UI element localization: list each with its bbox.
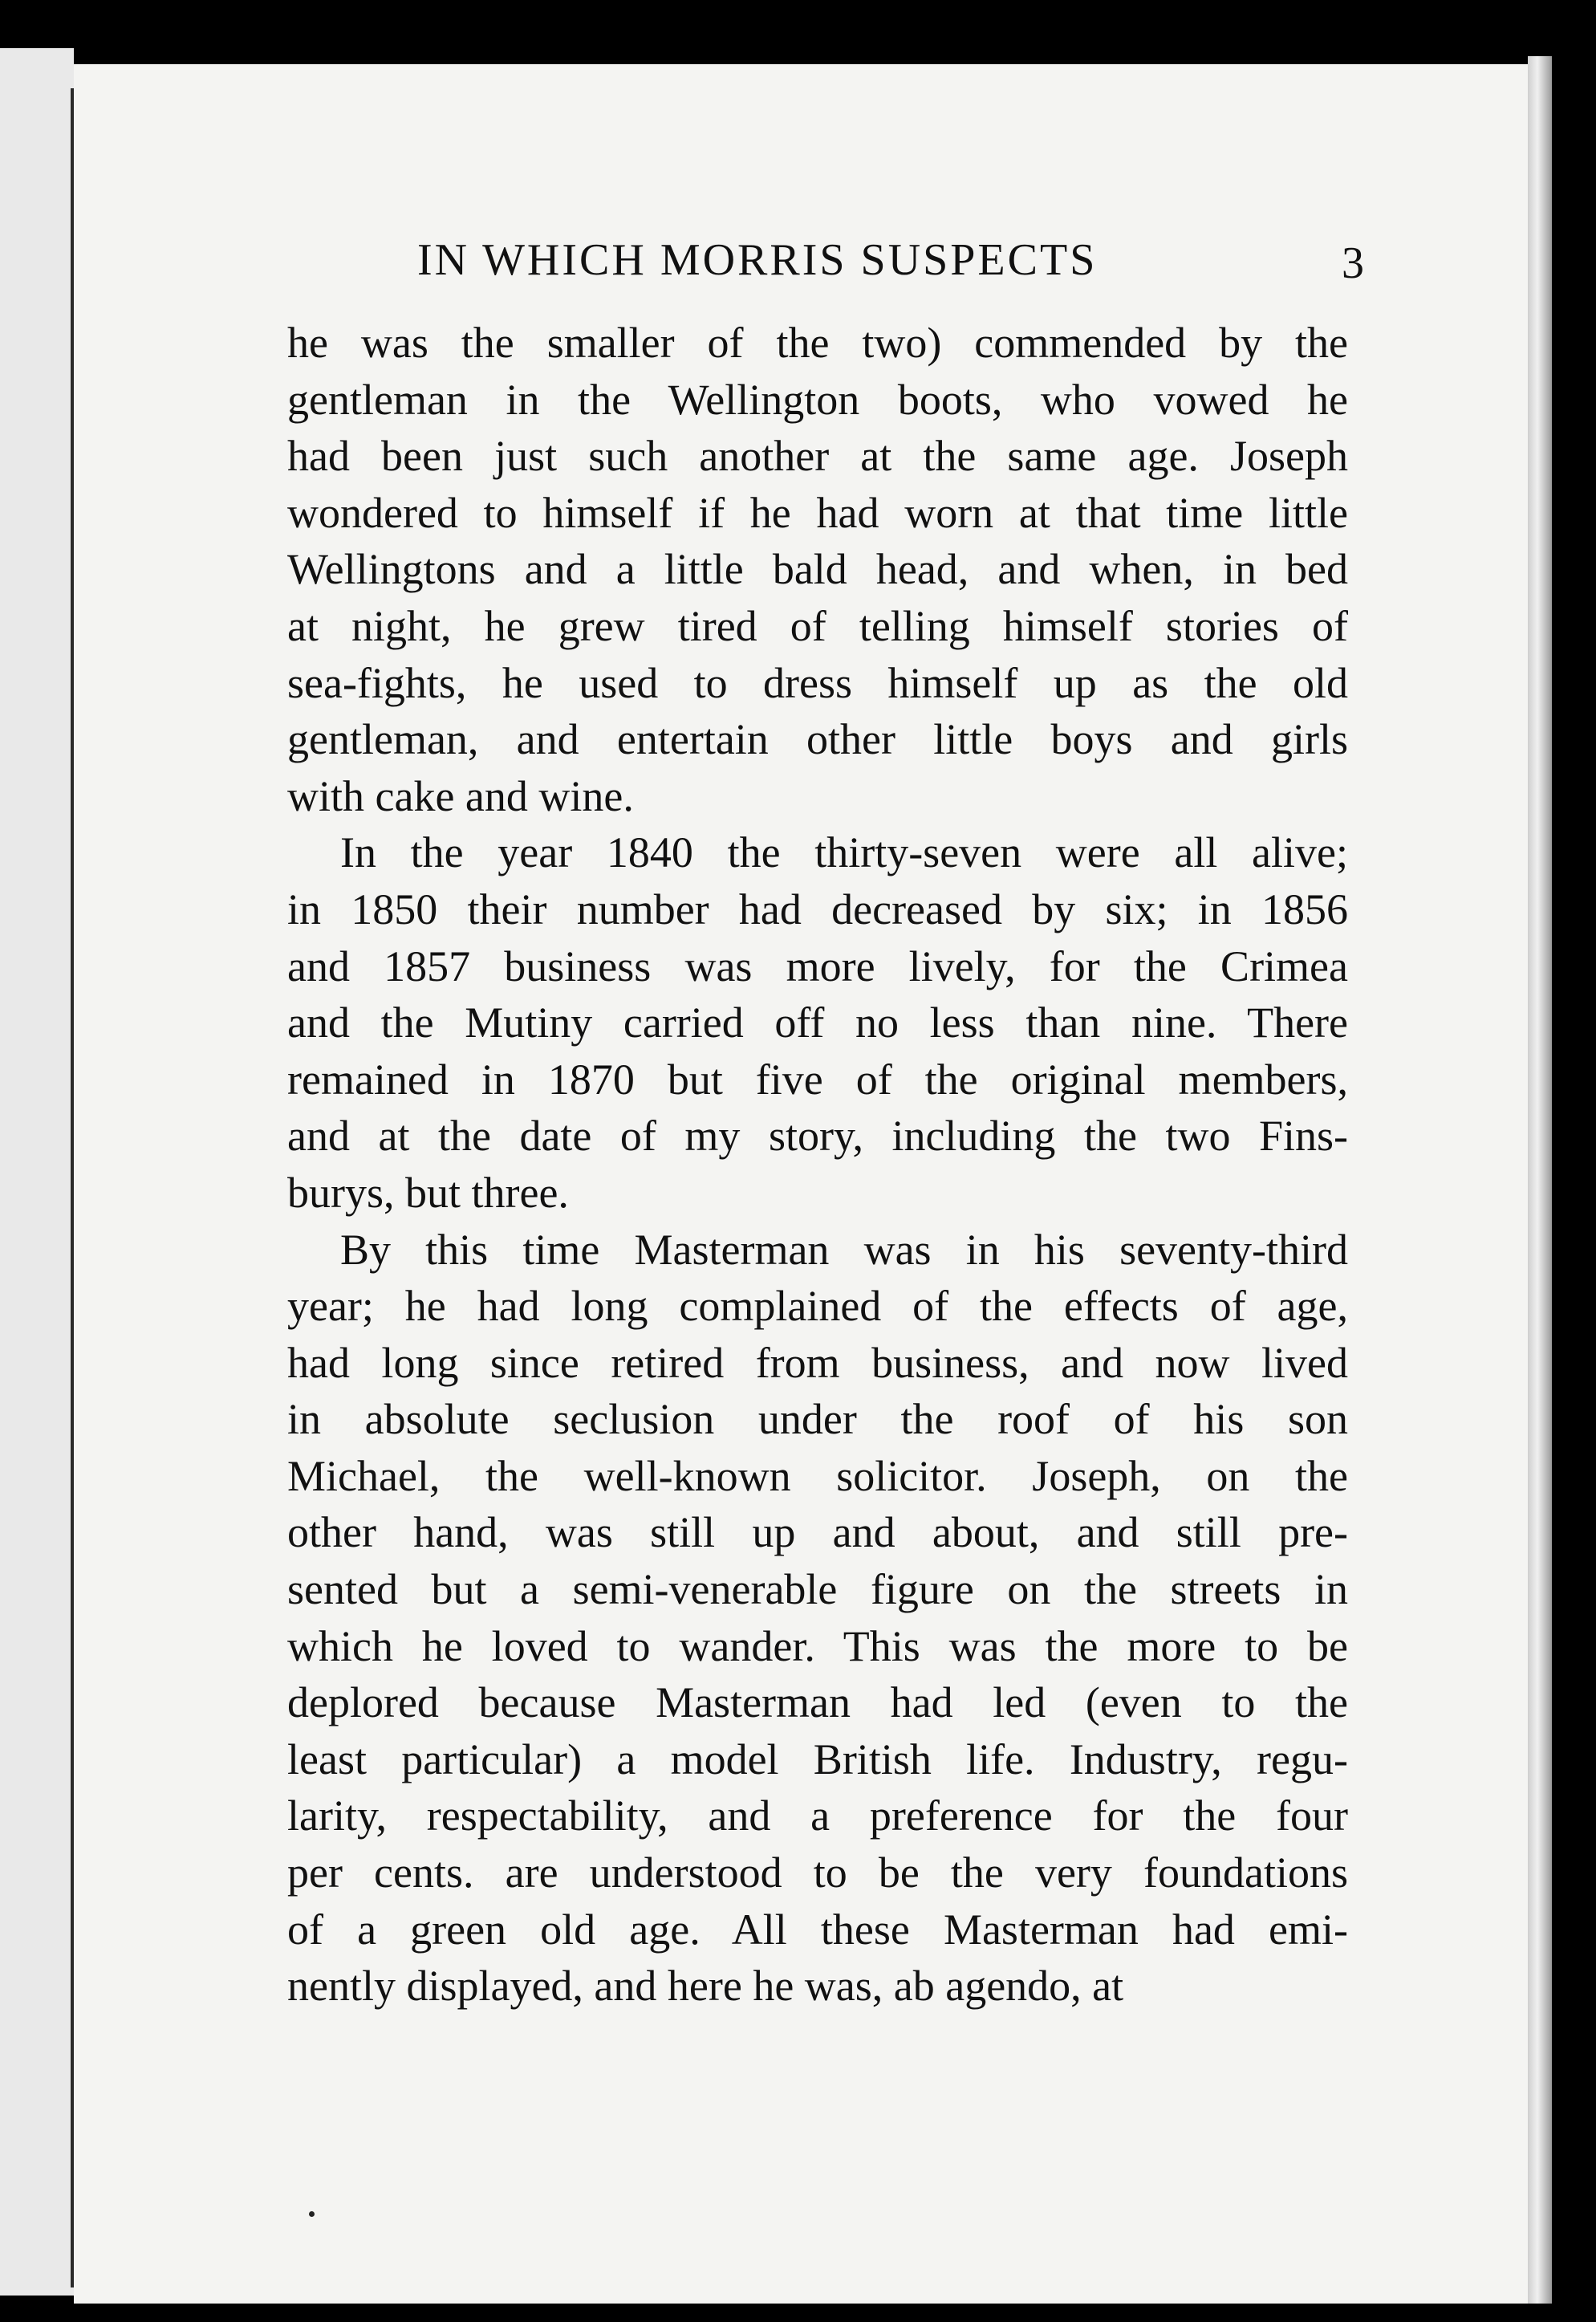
text-line: had long since retired from business, and now lived [287, 1338, 1348, 1387]
text-line: per cents. are understood to be the very foundations [287, 1848, 1348, 1897]
text-line: remained in 1870 but five of the original members, [287, 1055, 1348, 1104]
text-line: and the Mutiny carried off no less than nine. There [287, 998, 1348, 1047]
text-line: in 1850 their number had decreased by six; in 1856 [287, 884, 1348, 933]
paragraph [287, 1222, 1348, 2015]
text-line: sea-fights, he used to dress himself up as the old [287, 658, 1348, 707]
body-text [287, 315, 1348, 2015]
text-line: sented but a semi-venerable figure on the streets in [287, 1565, 1348, 1614]
text-line: Michael, the well-known solicitor. Joseph, on the [287, 1451, 1348, 1500]
text-line: By this time Masterman was in his seventy-third [340, 1225, 1348, 1274]
text-line: and at the date of my story, including the two Fins- [287, 1112, 1348, 1161]
page-header [217, 215, 1364, 303]
text-line: least particular) a model British life. Industry, regu- [287, 1734, 1348, 1783]
text-line: at night, he grew tired of telling himself stories of [287, 601, 1348, 650]
text-line: Wellingtons and a little bald head, and when, in bed [287, 545, 1348, 594]
text-line: gentleman, and entertain other little boys and girls [287, 715, 1348, 764]
left-page-edge [0, 48, 74, 2296]
text-line: wondered to himself if he had worn at that time little [287, 488, 1348, 537]
text-line: burys, but three. [287, 1168, 569, 1217]
running-head: IN WHICH MORRIS SUSPECTS [417, 235, 1098, 285]
text-line: year; he had long complained of the effects of age, [287, 1282, 1348, 1331]
text-line: he was the smaller of the two) commended by the [287, 319, 1348, 367]
page-number: 3 [1342, 238, 1364, 288]
text-line: larity, respectability, and a preference for the four [287, 1791, 1348, 1840]
page-right-edge [1528, 56, 1552, 2304]
paragraph [287, 315, 1348, 824]
text-line: had been just such another at the same age. Joseph [287, 432, 1348, 481]
text-line: other hand, was still up and about, and still pre- [287, 1508, 1348, 1557]
text-line: In the year 1840 the thirty-seven were all alive; [340, 828, 1348, 877]
paragraph [287, 824, 1348, 1221]
text-line: nently displayed, and here he was, ab agendo, at [287, 1962, 1124, 2011]
text-line: which he loved to wander. This was the more to be [287, 1621, 1348, 1670]
text-line: and 1857 business was more lively, for the Crimea [287, 941, 1348, 990]
scan-speck [309, 2211, 315, 2217]
text-line: in absolute seclusion under the roof of his son [287, 1395, 1348, 1444]
text-line: deplored because Masterman had led (even to the [287, 1678, 1348, 1727]
text-line: of a green old age. All these Masterman had emi- [287, 1905, 1348, 1954]
text-line: gentleman in the Wellington boots, who vowed he [287, 375, 1348, 424]
text-line: with cake and wine. [287, 771, 634, 820]
